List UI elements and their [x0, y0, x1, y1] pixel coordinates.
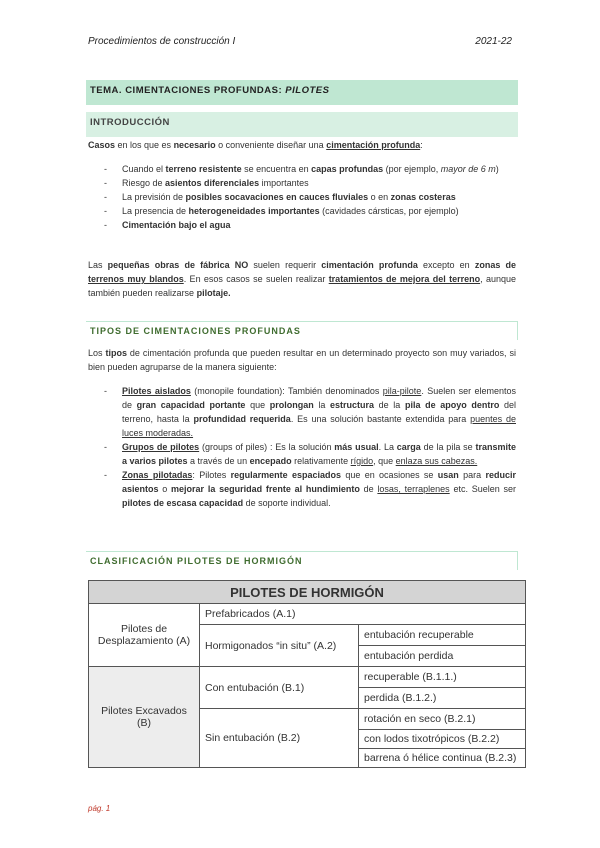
header-year: 2021-22 [475, 36, 512, 47]
list-item: - La previsión de posibles socavaciones en cauces fluviales o en zonas costeras [88, 190, 516, 204]
list-item: - Cuando el terreno resistente se encuentra en capas profundas (por ejemplo, mayor de 6 m) [88, 162, 516, 176]
list-item-pile-groups: - Grupos de pilotes (groups of piles) : Es la solución más usual. La carga de la pila se transmite a varios pilotes a través de un encepado relativamente rígido, que enlaza sus cabezas. [88, 440, 516, 468]
cell-b11: recuperable (B.1.1.) [359, 667, 526, 688]
cell-recoverable-casing: entubación recuperable [359, 625, 526, 646]
list-item-piled-zones: - Zonas pilotadas: Pilotes regularmente espaciados que en ocasiones se usan para reducir asientos o mejorar la seguridad frente al hundimiento de losas, terraplenes etc. Suelen ser pilotes de escasa capacidad de soporte individual. [88, 468, 516, 510]
list-item-isolated-piles: - Pilotes aislados (monopile foundation): También denominados pila-pilote. Suelen ser elementos de gran capacidad portante que prolongan la estructura de la pila de apoyo dentro del terreno, hasta la profundidad requerida. Es una solución bastante extendida para puentes de luces moderadas. [88, 384, 516, 440]
page-header [88, 36, 512, 47]
classification-section-title: CLASIFICACIÓN PILOTES DE HORMIGÓN [86, 551, 518, 570]
list-item: - La presencia de heterogeneidades importantes (cavidades cársticas, por ejemplo) [88, 204, 516, 218]
intro-title: INTRODUCCIÓN [86, 112, 518, 137]
cell-excavated-piles: Pilotes Excavados (B) [89, 667, 200, 768]
cell-b22: con lodos tixotrópicos (B.2.2) [359, 730, 526, 749]
cell-without-casing: Sin entubación (B.2) [200, 709, 359, 768]
types-section-title: TIPOS DE CIMENTACIONES PROFUNDAS [86, 321, 518, 340]
topic-title [86, 80, 518, 105]
intro-p1: Casos en los que es necesario o conveniente diseñar una cimentación profunda: [88, 140, 423, 150]
intro-list [88, 162, 516, 232]
cell-with-casing: Con entubación (B.1) [200, 667, 359, 709]
cell-lost-casing: entubación perdida [359, 646, 526, 667]
types-list [88, 384, 516, 510]
cell-prefabricated: Prefabricados (A.1) [200, 604, 526, 625]
page-number: pág. 1 [88, 804, 111, 813]
header-course: Procedimientos de construcción I [88, 36, 236, 47]
concrete-piles-table [88, 580, 526, 768]
topic-em: PILOTES [285, 85, 330, 96]
cell-b23: barrena ó hélice continua (B.2.3) [359, 749, 526, 768]
cell-in-situ: Hormigonados “in situ” (A.2) [200, 625, 359, 667]
cell-displacement-piles: Pilotes de Desplazamiento (A) [89, 604, 200, 667]
intro-p2: Las pequeñas obras de fábrica NO suelen requerir cimentación profunda excepto en zonas de terrenos muy blandos. En esos casos se suelen realizar tratamientos de mejora del terreno, aunque también pueden realizarse pilotaje. [88, 260, 516, 298]
cell-b12: perdida (B.1.2.) [359, 688, 526, 709]
list-item: - Cimentación bajo el agua [88, 218, 516, 232]
cell-b21: rotación en seco (B.2.1) [359, 709, 526, 730]
topic-prefix: TEMA. CIMENTACIONES PROFUNDAS: [90, 85, 286, 96]
types-p1: Los tipos de cimentación profunda que pueden resultar en un determinado proyecto son muy variados, si bien pueden agruparse de la manera siguiente: [88, 348, 517, 372]
list-item: - Riesgo de asientos diferenciales importantes [88, 176, 516, 190]
table-title: PILOTES DE HORMIGÓN [89, 581, 526, 604]
